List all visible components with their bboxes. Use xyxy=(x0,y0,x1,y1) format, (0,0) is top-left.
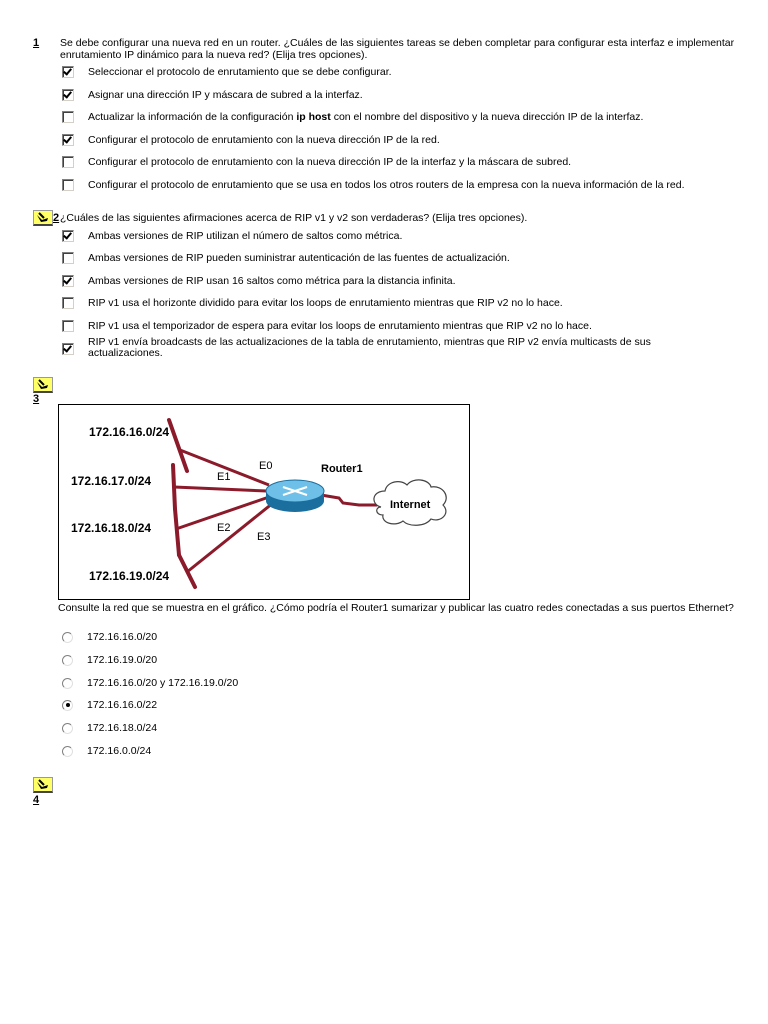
option-label: Seleccionar el protocolo de enrutamiento que se debe configurar. xyxy=(88,66,392,78)
radio-button[interactable] xyxy=(62,723,73,734)
option-label-bold: ip host xyxy=(296,111,331,123)
option-label: 172.16.16.0/20 y 172.16.19.0/20 xyxy=(87,677,239,689)
interface-label-e3: E3 xyxy=(257,531,271,543)
option-label: Ambas versiones de RIP usan 16 saltos como métrica para la distancia infinita. xyxy=(88,275,456,287)
link-internet xyxy=(321,495,377,505)
checkbox[interactable] xyxy=(62,89,74,101)
question-number-2[interactable]: 2 xyxy=(53,212,60,224)
q2-option-2[interactable] xyxy=(62,251,510,265)
q3-option-1[interactable] xyxy=(62,630,157,644)
radio-button[interactable] xyxy=(62,632,73,643)
q2-option-5[interactable] xyxy=(62,319,592,333)
checkbox[interactable] xyxy=(62,230,74,242)
interface-label-e1: E1 xyxy=(217,471,231,483)
interface-label-e2: E2 xyxy=(217,522,231,534)
question-1-text: Se debe configurar una nueva red en un router. ¿Cuáles de las siguientes tareas se deben completar para configurar esta interfaz e implementar enrutamiento IP dinámico para la nueva red? (Elija tres opciones). xyxy=(60,37,735,61)
network-label-18: 172.16.18.0/24 xyxy=(71,521,152,535)
checkbox[interactable] xyxy=(62,66,74,78)
question-3-text: Consulte la red que se muestra en el gráfico. ¿Cómo podría el Router1 sumarizar y publicar las cuatro redes conectadas a sus puertos Ethernet? xyxy=(58,602,734,614)
option-label: RIP v1 usa el horizonte dividido para evitar los loops de enrutamiento mientras que RIP v2 no lo hace. xyxy=(88,297,563,309)
question-number-4[interactable]: 4 xyxy=(33,794,40,806)
option-label: Configurar el protocolo de enrutamiento con la nueva dirección IP de la interfaz y la máscara de subred. xyxy=(88,156,572,168)
radio-button[interactable] xyxy=(62,746,73,757)
q2-option-4[interactable] xyxy=(62,296,563,310)
q3-option-5[interactable] xyxy=(62,721,157,735)
option-label: Ambas versiones de RIP pueden suministrar autenticación de las fuentes de actualización. xyxy=(88,252,510,264)
checkbox[interactable] xyxy=(62,343,74,355)
link-e1 xyxy=(174,487,267,491)
segment-16 xyxy=(169,420,187,471)
option-label: 172.16.16.0/22 xyxy=(87,699,158,711)
checkbox[interactable] xyxy=(62,179,74,191)
q1-option-4[interactable] xyxy=(62,133,440,147)
option-label: 172.16.19.0/20 xyxy=(87,654,158,666)
network-label-17: 172.16.17.0/24 xyxy=(71,474,152,488)
q3-option-4[interactable] xyxy=(62,698,157,712)
option-label-post: con el nombre del dispositivo y la nueva dirección IP de la interfaz. xyxy=(330,111,644,123)
option-label: 172.16.0.0/24 xyxy=(87,745,152,757)
question-number-1[interactable]: 1 xyxy=(33,37,40,49)
checkbox[interactable] xyxy=(62,134,74,146)
interface-label-e0: E0 xyxy=(259,460,273,472)
q3-option-3[interactable] xyxy=(62,676,238,690)
option-label: 172.16.18.0/24 xyxy=(87,722,158,734)
hint-icon[interactable] xyxy=(33,777,53,793)
question-number-3[interactable]: 3 xyxy=(33,393,40,405)
router-icon xyxy=(266,480,324,512)
q1-option-3[interactable] xyxy=(62,110,643,124)
option-label: 172.16.16.0/20 xyxy=(87,631,158,643)
q2-option-3[interactable] xyxy=(62,274,456,288)
option-label: Asignar una dirección IP y máscara de subred a la interfaz. xyxy=(88,89,363,101)
q2-option-1[interactable] xyxy=(62,229,402,243)
q1-option-6[interactable] xyxy=(62,178,685,192)
network-label-19: 172.16.19.0/24 xyxy=(89,569,170,583)
network-label-16: 172.16.16.0/24 xyxy=(89,425,170,439)
checkbox[interactable] xyxy=(62,320,74,332)
q1-option-5[interactable] xyxy=(62,155,571,169)
checkbox[interactable] xyxy=(62,275,74,287)
checkbox[interactable] xyxy=(62,252,74,264)
option-label: Configurar el protocolo de enrutamiento con la nueva dirección IP de la red. xyxy=(88,134,440,146)
network-diagram xyxy=(58,404,470,600)
option-label: Ambas versiones de RIP utilizan el número de saltos como métrica. xyxy=(88,230,403,242)
checkbox[interactable] xyxy=(62,111,74,123)
option-label: RIP v1 usa el temporizador de espera para evitar los loops de enrutamiento mientras que RIP v2 no lo hace. xyxy=(88,320,592,332)
hint-icon[interactable] xyxy=(33,210,53,226)
option-label-pre: Actualizar la información de la configuración xyxy=(88,111,297,123)
cloud-label: Internet xyxy=(390,499,431,511)
q2-option-6[interactable] xyxy=(62,337,718,363)
q3-option-2[interactable] xyxy=(62,653,157,667)
option-label: RIP v1 envía broadcasts de las actualizaciones de la tabla de enrutamiento, mientras que RIP v2 envía multicasts de sus actualizaciones. xyxy=(88,336,651,359)
question-2-text: ¿Cuáles de las siguientes afirmaciones acerca de RIP v1 y v2 son verdaderas? (Elija tres opciones). xyxy=(60,212,528,224)
segment-18 xyxy=(175,509,179,555)
router-label: Router1 xyxy=(321,463,363,475)
q1-option-2[interactable] xyxy=(62,88,363,102)
q1-option-1[interactable] xyxy=(62,65,392,79)
checkbox[interactable] xyxy=(62,156,74,168)
q3-option-6[interactable] xyxy=(62,744,151,758)
checkbox[interactable] xyxy=(62,297,74,309)
radio-button[interactable] xyxy=(62,678,73,689)
radio-button[interactable] xyxy=(62,700,73,711)
option-label: Configurar el protocolo de enrutamiento que se usa en todos los otros routers de la empresa con la nueva información de la red. xyxy=(88,179,685,191)
option-label xyxy=(88,111,643,123)
radio-button[interactable] xyxy=(62,655,73,666)
hint-icon[interactable] xyxy=(33,377,53,393)
